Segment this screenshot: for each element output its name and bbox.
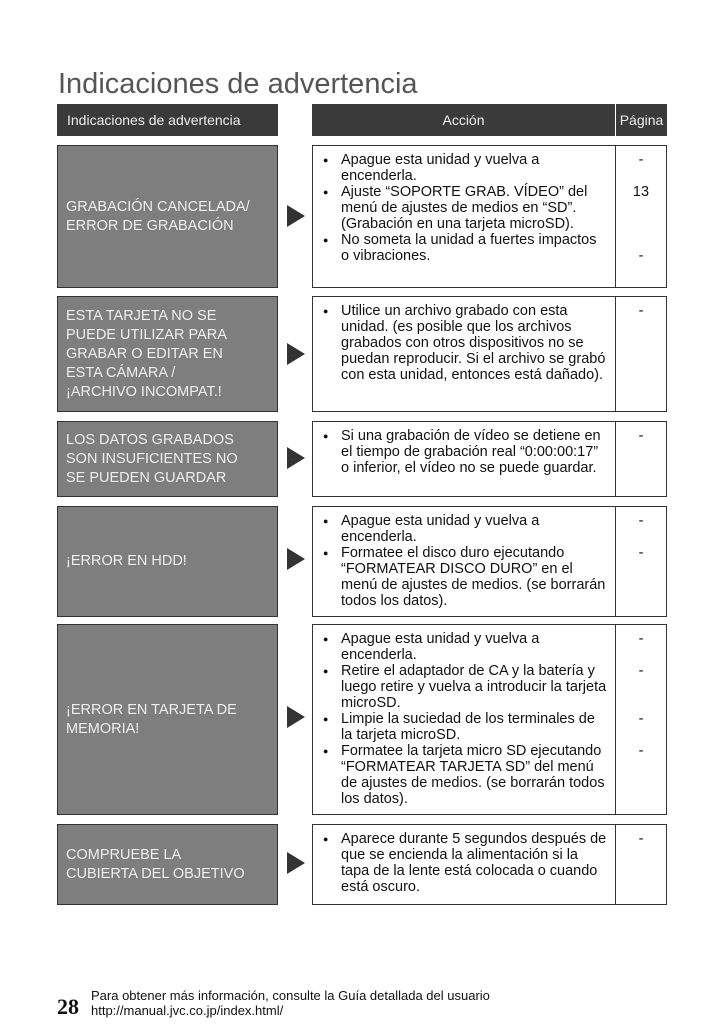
page-cell bbox=[615, 296, 667, 412]
page-cell bbox=[615, 624, 667, 815]
warning-message: ESTA TARJETA NO SE PUEDE UTILIZAR PARA GRABAR O EDITAR EN ESTA CÁMARA / ¡ARCHIVO INCOMPAT.! bbox=[57, 296, 278, 412]
page-ref: - bbox=[638, 631, 644, 647]
action-item: ● Formatee el disco duro ejecutando “FORMATEAR DISCO DURO” en el menú de ajustes de medios. (se borrarán todos los datos). bbox=[321, 545, 608, 609]
page-title: Indicaciones de advertencia bbox=[58, 68, 418, 100]
action-item: ● Aparece durante 5 segundos después de que se encienda la alimentación si la tapa de la lente está colocada o cuando está oscuro. bbox=[321, 831, 608, 895]
arrow-icon bbox=[285, 205, 307, 227]
header-page: Página bbox=[616, 104, 667, 136]
page-ref: 13 bbox=[632, 184, 650, 200]
arrow-icon bbox=[285, 343, 307, 365]
action-item: ● Limpie la suciedad de los terminales de la tarjeta microSD. bbox=[321, 711, 608, 743]
page-ref: - bbox=[638, 513, 644, 529]
page-ref: - bbox=[638, 545, 644, 561]
page-ref: - bbox=[638, 152, 644, 168]
footer-line-1: Para obtener más información, consulte la Guía detallada del usuario bbox=[91, 988, 490, 1003]
warning-message: ¡ERROR EN TARJETA DE MEMORIA! bbox=[57, 624, 278, 815]
footer-text bbox=[91, 988, 490, 1018]
page-cell bbox=[615, 824, 667, 905]
action-item: ● No someta la unidad a fuertes impactos o vibraciones. bbox=[321, 232, 608, 264]
action-item: ● Retire el adaptador de CA y la batería y luego retire y vuelva a introducir la tarjeta microSD. bbox=[321, 663, 608, 711]
page-cell bbox=[615, 145, 667, 288]
page-ref: - bbox=[638, 663, 644, 679]
page-ref: - bbox=[638, 428, 644, 444]
arrow-icon bbox=[285, 548, 307, 570]
warning-message: LOS DATOS GRABADOS SON INSUFICIENTES NO SE PUEDEN GUARDAR bbox=[57, 421, 278, 497]
page-ref: - bbox=[638, 248, 644, 264]
warning-message: GRABACIÓN CANCELADA/ ERROR DE GRABACIÓN bbox=[57, 145, 278, 288]
page-cell bbox=[615, 506, 667, 617]
arrow-icon bbox=[285, 706, 307, 728]
warning-message: ¡ERROR EN HDD! bbox=[57, 506, 278, 617]
page-ref: - bbox=[638, 831, 644, 847]
action-item: ● Apague esta unidad y vuelva a encenderla. bbox=[321, 631, 608, 663]
page-ref: - bbox=[638, 743, 644, 759]
warning-message: COMPRUEBE LA CUBIERTA DEL OBJETIVO bbox=[57, 824, 278, 905]
page-number: 28 bbox=[57, 994, 79, 1019]
action-item: ● Ajuste “SOPORTE GRAB. VÍDEO” del menú de ajustes de medios en “SD”. (Grabación en una tarjeta microSD). bbox=[321, 184, 608, 232]
arrow-icon bbox=[285, 447, 307, 469]
action-item: ● Apague esta unidad y vuelva a encenderla. bbox=[321, 513, 608, 545]
action-item: ● Formatee la tarjeta micro SD ejecutando “FORMATEAR TARJETA SD” del menú de ajustes de medios. (se borrarán todos los datos). bbox=[321, 743, 608, 807]
action-item: ● Utilice un archivo grabado con esta unidad. (es posible que los archivos grabados con otros dispositivos no se puedan reproducir. Si el archivo se grabó con esta unidad, entonces está dañado). bbox=[321, 303, 608, 383]
action-cell bbox=[312, 624, 616, 815]
header-action: Acción bbox=[312, 104, 615, 136]
page-cell bbox=[615, 421, 667, 497]
page-ref: - bbox=[638, 711, 644, 727]
header-warning: Indicaciones de advertencia bbox=[57, 104, 278, 136]
action-item: ● Si una grabación de vídeo se detiene en el tiempo de grabación real “0:00:00:17” o inferior, el vídeo no se puede guardar. bbox=[321, 428, 608, 476]
action-cell bbox=[312, 506, 616, 617]
action-item: ● Apague esta unidad y vuelva a encenderla. bbox=[321, 152, 608, 184]
action-cell bbox=[312, 145, 616, 288]
action-cell bbox=[312, 421, 616, 497]
page-ref: - bbox=[638, 303, 644, 319]
arrow-icon bbox=[285, 852, 307, 874]
action-cell bbox=[312, 296, 616, 412]
footer-link[interactable]: http://manual.jvc.co.jp/index.html/ bbox=[91, 1003, 284, 1018]
action-cell bbox=[312, 824, 616, 905]
